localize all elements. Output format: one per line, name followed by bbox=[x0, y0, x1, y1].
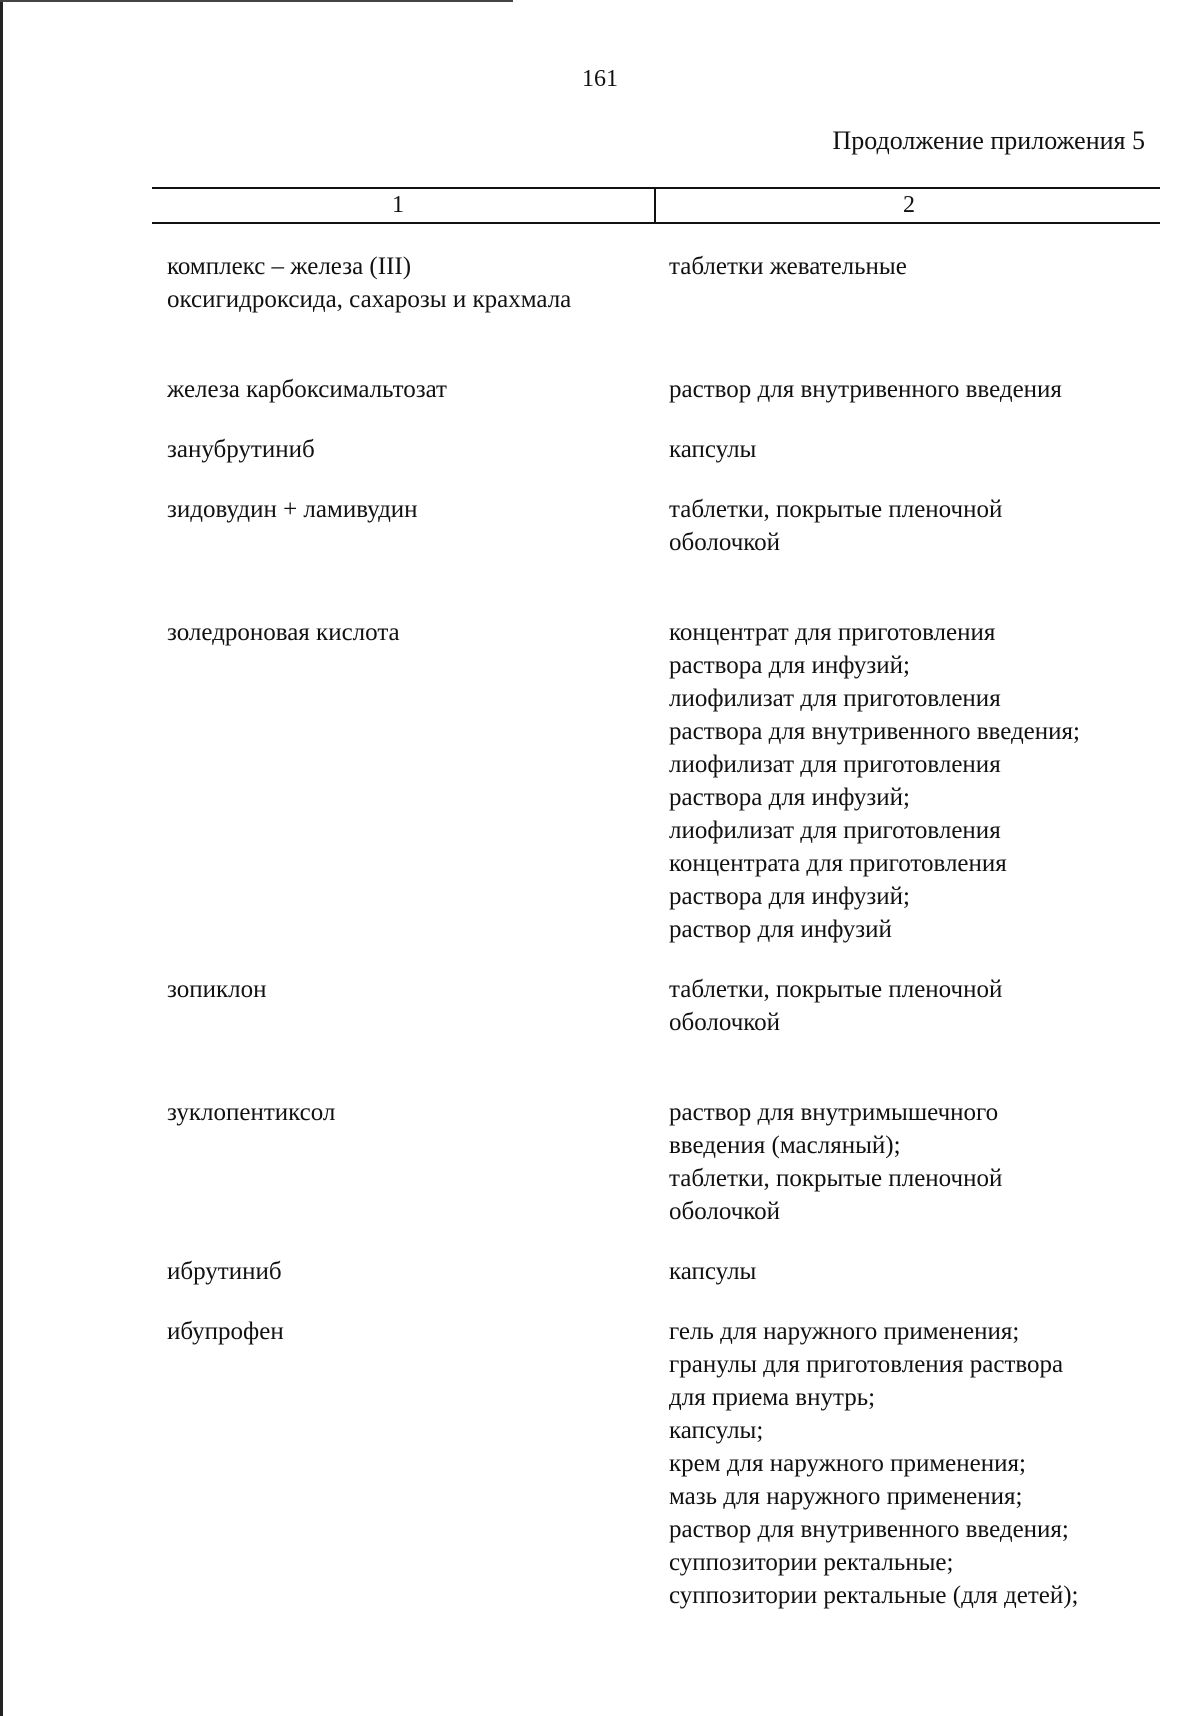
drug-name-cell bbox=[167, 493, 637, 526]
drug-name-line: золедроновая кислота bbox=[167, 619, 400, 646]
dosage-form-line: капсулы bbox=[669, 1258, 757, 1285]
drug-name-line: зопиклон bbox=[167, 976, 267, 1003]
drug-name-line: железа карбоксимальтозат bbox=[167, 376, 447, 403]
dosage-form-line: оболочкой bbox=[669, 529, 781, 556]
continuation-label: Продолжение приложения 5 bbox=[832, 126, 1145, 155]
dosage-form-line: капсулы bbox=[669, 436, 757, 463]
dosage-form-line: капсулы; bbox=[669, 1417, 764, 1444]
drug-name-line: зидовудин + ламивудин bbox=[167, 496, 418, 523]
dosage-form-line: мазь для наружного применения; bbox=[669, 1483, 1023, 1510]
dosage-form-line: гранулы для приготовления раствора bbox=[669, 1351, 1064, 1378]
dosage-form-line: раствора для инфузий; bbox=[669, 652, 910, 679]
dosage-form-line: раствор для внутривенного введения bbox=[669, 376, 1062, 403]
scan-edge-top bbox=[0, 0, 513, 2]
dosage-form-line: суппозитории ректальные (для детей); bbox=[669, 1582, 1079, 1609]
drug-name-line: зуклопентиксол bbox=[167, 1099, 336, 1126]
dosage-form-line: раствора для внутривенного введения; bbox=[669, 718, 1080, 745]
drug-name-line: оксигидроксида, сахарозы и крахмала bbox=[167, 286, 572, 313]
table-row bbox=[167, 373, 1167, 406]
dosage-form-cell bbox=[669, 1096, 1167, 1228]
table-row bbox=[167, 973, 1167, 1039]
dosage-form-line: для приема внутрь; bbox=[669, 1384, 876, 1411]
drug-name-line: занубрутиниб bbox=[167, 436, 315, 463]
dosage-form-line: раствор для внутривенного введения; bbox=[669, 1516, 1069, 1543]
dosage-form-line: раствор для инфузий bbox=[669, 916, 892, 943]
dosage-form-line: крем для наружного применения; bbox=[669, 1450, 1026, 1477]
dosage-form-cell bbox=[669, 373, 1167, 406]
dosage-form-line: концентрата для приготовления bbox=[669, 850, 1007, 877]
drug-name-line: ибрутиниб bbox=[167, 1258, 282, 1285]
dosage-form-line: таблетки, покрытые пленочной bbox=[669, 1165, 1003, 1192]
drug-name-cell bbox=[167, 250, 637, 316]
dosage-form-line: таблетки, покрытые пленочной bbox=[669, 976, 1003, 1003]
drug-name-line: ибупрофен bbox=[167, 1318, 284, 1345]
dosage-form-line: таблетки жевательные bbox=[669, 253, 907, 280]
dosage-form-line: раствора для инфузий; bbox=[669, 784, 910, 811]
dosage-form-line: раствор для внутримышечного bbox=[669, 1099, 999, 1126]
dosage-form-cell bbox=[669, 250, 1167, 283]
table-row bbox=[167, 433, 1167, 466]
table-row bbox=[167, 1315, 1167, 1612]
drug-name-cell bbox=[167, 1255, 637, 1288]
column-divider bbox=[654, 189, 656, 222]
drug-name-line: комплекс – железа (III) bbox=[167, 253, 412, 280]
dosage-form-line: лиофилизат для приготовления bbox=[669, 817, 1001, 844]
dosage-form-line: лиофилизат для приготовления bbox=[669, 685, 1001, 712]
table-row bbox=[167, 1255, 1167, 1288]
dosage-form-cell bbox=[669, 1315, 1167, 1612]
drug-name-cell bbox=[167, 1096, 637, 1129]
dosage-form-line: гель для наружного применения; bbox=[669, 1318, 1020, 1345]
dosage-form-cell bbox=[669, 1255, 1167, 1288]
dosage-form-line: концентрат для приготовления bbox=[669, 619, 996, 646]
table-header bbox=[152, 187, 1160, 224]
scan-edge-left bbox=[0, 0, 3, 1716]
drug-name-cell bbox=[167, 433, 637, 466]
drug-name-cell bbox=[167, 373, 637, 406]
table-body bbox=[167, 250, 1167, 1612]
page-number: 161 bbox=[582, 66, 618, 92]
dosage-form-line: лиофилизат для приготовления bbox=[669, 751, 1001, 778]
dosage-form-line: таблетки, покрытые пленочной bbox=[669, 496, 1003, 523]
dosage-form-line: раствора для инфузий; bbox=[669, 883, 910, 910]
column-number-2: 2 bbox=[903, 192, 915, 218]
dosage-form-line: суппозитории ректальные; bbox=[669, 1549, 954, 1576]
table-row bbox=[167, 493, 1167, 559]
dosage-form-line: введения (масляный); bbox=[669, 1132, 901, 1159]
dosage-form-line: оболочкой bbox=[669, 1198, 781, 1225]
column-number-1: 1 bbox=[392, 192, 404, 218]
dosage-form-cell bbox=[669, 433, 1167, 466]
table-row bbox=[167, 1096, 1167, 1228]
table-row bbox=[167, 616, 1167, 946]
table-row bbox=[167, 250, 1167, 316]
drug-name-cell bbox=[167, 616, 637, 649]
dosage-form-line: оболочкой bbox=[669, 1009, 781, 1036]
dosage-form-cell bbox=[669, 493, 1167, 559]
dosage-form-cell bbox=[669, 616, 1167, 946]
drug-name-cell bbox=[167, 1315, 637, 1348]
dosage-form-cell bbox=[669, 973, 1167, 1039]
drug-name-cell bbox=[167, 973, 637, 1006]
